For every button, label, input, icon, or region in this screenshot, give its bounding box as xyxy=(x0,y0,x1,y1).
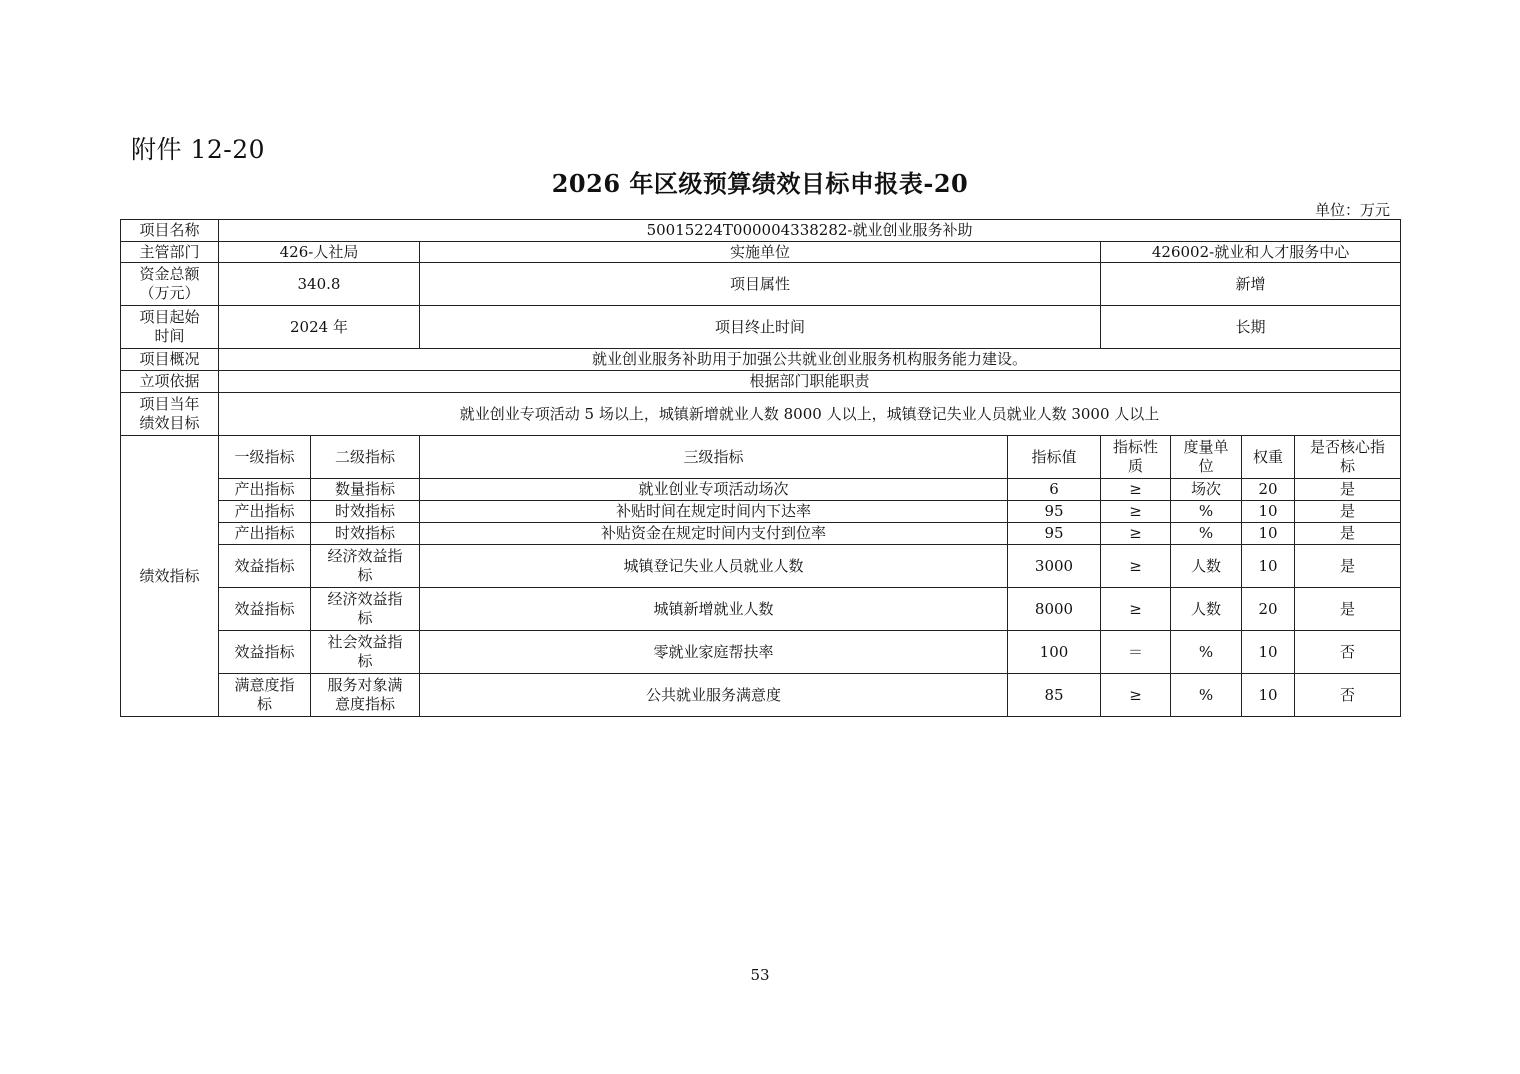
indicator-core-text: 是 xyxy=(1340,480,1356,498)
overview-value: 就业创业服务补助用于加强公共就业创业服务机构服务能力建设。 xyxy=(219,349,1401,371)
header-unit-line1: 度量单 xyxy=(1183,438,1229,456)
indicator-core xyxy=(1295,588,1401,631)
project-attr-value: 新增 xyxy=(1101,263,1401,306)
header-unit-line2: 位 xyxy=(1198,457,1214,475)
indicator-nature-text: ≥ xyxy=(1129,480,1142,498)
indicator-level1 xyxy=(219,479,311,501)
header-weight: 权重 xyxy=(1242,436,1295,479)
indicator-value-text: 6 xyxy=(1049,480,1059,498)
indicator-level2 xyxy=(311,545,420,588)
indicator-level2-line1: 社会效益指 xyxy=(327,633,403,651)
performance-target-table xyxy=(120,219,1401,717)
row-fund xyxy=(121,263,1401,306)
indicator-core-text: 否 xyxy=(1340,685,1356,704)
indicator-weight xyxy=(1242,501,1295,523)
header-value: 指标值 xyxy=(1008,436,1101,479)
header-unit xyxy=(1171,436,1242,479)
header-nature xyxy=(1101,436,1171,479)
indicator-value-text: 100 xyxy=(1039,642,1069,661)
indicator-row xyxy=(121,501,1401,523)
indicator-level2 xyxy=(311,631,420,674)
indicator-level3 xyxy=(420,631,1008,674)
indicator-unit-text: % xyxy=(1198,642,1214,661)
indicator-level1-line1: 产出指标 xyxy=(234,480,295,498)
goal-value: 就业创业专项活动 5 场以上，城镇新增就业人数 8000 人以上，城镇登记失业人员就业人数 3000 人以上 xyxy=(219,393,1401,436)
indicator-unit xyxy=(1171,545,1242,588)
indicator-level2-line2: 标 xyxy=(357,652,373,670)
indicator-level1-line1: 满意度指 xyxy=(234,676,295,694)
start-time-label-line2: 时间 xyxy=(154,327,185,345)
header-nature-line2: 质 xyxy=(1127,457,1143,475)
overview-label: 项目概况 xyxy=(121,349,219,371)
indicator-core xyxy=(1295,674,1401,717)
row-goal xyxy=(121,393,1401,436)
indicator-level2-line1: 时效指标 xyxy=(334,524,395,542)
indicator-value-text: 3000 xyxy=(1034,556,1074,575)
indicator-core-text: 是 xyxy=(1340,556,1356,575)
indicator-level3 xyxy=(420,479,1008,501)
indicator-row xyxy=(121,631,1401,674)
indicator-row xyxy=(121,674,1401,717)
indicator-nature-text: ≥ xyxy=(1129,502,1142,520)
indicator-row xyxy=(121,523,1401,545)
indicator-value xyxy=(1008,501,1101,523)
indicator-unit-text: 场次 xyxy=(1190,480,1221,498)
indicator-level1 xyxy=(219,501,311,523)
indicator-nature-text: ≥ xyxy=(1129,524,1142,542)
indicator-level2-line1: 经济效益指 xyxy=(327,547,403,565)
impl-unit-value: 426002-就业和人才服务中心 xyxy=(1101,242,1401,263)
indicator-nature-text: ≥ xyxy=(1129,685,1142,704)
indicator-core-text: 否 xyxy=(1340,642,1356,661)
indicator-level1 xyxy=(219,523,311,545)
basis-label: 立项依据 xyxy=(121,371,219,393)
indicator-level2-line1: 经济效益指 xyxy=(327,590,403,608)
indicator-weight xyxy=(1242,523,1295,545)
indicator-weight-text: 10 xyxy=(1258,642,1278,661)
indicator-level2 xyxy=(311,674,420,717)
start-time-label xyxy=(121,306,219,349)
indicator-level1-line1: 效益指标 xyxy=(234,642,295,661)
indicator-level2-line1: 数量指标 xyxy=(334,480,395,498)
project-name-label: 项目名称 xyxy=(121,220,219,242)
indicator-value-text: 95 xyxy=(1044,502,1064,520)
indicator-level3 xyxy=(420,501,1008,523)
indicator-core-text: 是 xyxy=(1340,599,1356,618)
indicator-level3-text: 公共就业服务满意度 xyxy=(645,685,781,704)
end-time-label: 项目终止时间 xyxy=(420,306,1101,349)
header-level2: 二级指标 xyxy=(311,436,420,479)
attachment-number: 附件 12-20 xyxy=(131,135,266,164)
indicator-level1 xyxy=(219,545,311,588)
indicators-section-label: 绩效指标 xyxy=(121,436,219,717)
indicator-weight-text: 20 xyxy=(1258,599,1278,618)
indicator-level3 xyxy=(420,545,1008,588)
indicator-row xyxy=(121,588,1401,631)
indicator-weight xyxy=(1242,631,1295,674)
unit-label: 单位：万元 xyxy=(1314,201,1390,219)
dept-value: 426-人社局 xyxy=(219,242,420,263)
indicator-core xyxy=(1295,523,1401,545)
indicator-nature-text: ≥ xyxy=(1129,556,1142,575)
header-core-line1: 是否核心指 xyxy=(1310,438,1386,456)
indicator-weight-text: 10 xyxy=(1258,502,1278,520)
indicator-value-text: 85 xyxy=(1044,685,1064,704)
indicator-value xyxy=(1008,479,1101,501)
indicator-unit-text: % xyxy=(1198,502,1214,520)
indicator-level1-line1: 效益指标 xyxy=(234,556,295,575)
indicator-level1-line2: 标 xyxy=(256,695,272,713)
indicator-value xyxy=(1008,523,1101,545)
indicator-nature xyxy=(1101,545,1171,588)
fund-total-label-line1: 资金总额 xyxy=(139,265,200,283)
indicator-unit xyxy=(1171,674,1242,717)
indicator-value xyxy=(1008,545,1101,588)
indicator-unit xyxy=(1171,588,1242,631)
indicator-weight xyxy=(1242,479,1295,501)
row-department xyxy=(121,242,1401,263)
indicator-weight-text: 10 xyxy=(1258,556,1278,575)
indicator-level2 xyxy=(311,523,420,545)
indicator-nature-text: ＝ xyxy=(1127,642,1143,661)
indicator-level1-line1: 产出指标 xyxy=(234,524,295,542)
indicator-value-text: 8000 xyxy=(1034,599,1074,618)
indicator-level3-text: 补贴时间在规定时间内下达率 xyxy=(615,502,811,520)
indicator-level2-line2: 标 xyxy=(357,609,373,627)
indicator-level1 xyxy=(219,631,311,674)
header-level1: 一级指标 xyxy=(219,436,311,479)
indicator-core xyxy=(1295,545,1401,588)
indicator-level2 xyxy=(311,588,420,631)
page-number: 53 xyxy=(750,966,770,984)
indicator-value-text: 95 xyxy=(1044,524,1064,542)
indicator-unit-text: 人数 xyxy=(1190,599,1221,618)
indicator-unit-text: % xyxy=(1198,685,1214,704)
indicator-weight xyxy=(1242,545,1295,588)
indicator-nature xyxy=(1101,523,1171,545)
project-name-value: 50015224T000004338282-就业创业服务补助 xyxy=(219,220,1401,242)
indicator-level1 xyxy=(219,588,311,631)
indicator-header-row xyxy=(121,436,1401,479)
header-nature-line1: 指标性 xyxy=(1112,438,1158,456)
indicator-core xyxy=(1295,501,1401,523)
indicator-nature-text: ≥ xyxy=(1129,599,1142,618)
indicator-level1 xyxy=(219,674,311,717)
start-time-value: 2024 年 xyxy=(219,306,420,349)
indicator-level3-text: 补贴资金在规定时间内支付到位率 xyxy=(600,524,826,542)
indicator-level3 xyxy=(420,523,1008,545)
indicator-value xyxy=(1008,588,1101,631)
row-overview xyxy=(121,349,1401,371)
indicator-core-text: 是 xyxy=(1340,502,1356,520)
indicator-weight xyxy=(1242,588,1295,631)
goal-label xyxy=(121,393,219,436)
goal-label-line2: 绩效目标 xyxy=(139,414,200,432)
indicator-level3-text: 就业创业专项活动场次 xyxy=(638,480,789,498)
row-basis xyxy=(121,371,1401,393)
row-project-name xyxy=(121,220,1401,242)
header-core-line2: 标 xyxy=(1340,457,1356,475)
indicator-weight-text: 10 xyxy=(1258,685,1278,704)
project-attr-label: 项目属性 xyxy=(420,263,1101,306)
impl-unit-label: 实施单位 xyxy=(420,242,1101,263)
fund-total-label xyxy=(121,263,219,306)
row-period xyxy=(121,306,1401,349)
indicator-level3-text: 城镇新增就业人数 xyxy=(653,599,774,618)
indicator-unit xyxy=(1171,501,1242,523)
indicator-level1-line1: 产出指标 xyxy=(234,502,295,520)
goal-label-line1: 项目当年 xyxy=(139,395,200,413)
indicator-value xyxy=(1008,631,1101,674)
indicator-row xyxy=(121,545,1401,588)
indicator-level2 xyxy=(311,501,420,523)
indicator-level3-text: 零就业家庭帮扶率 xyxy=(653,642,774,661)
indicator-level2 xyxy=(311,479,420,501)
header-core xyxy=(1295,436,1401,479)
indicator-unit-text: 人数 xyxy=(1190,556,1221,575)
indicator-unit-text: % xyxy=(1198,524,1214,542)
indicator-core-text: 是 xyxy=(1340,524,1356,542)
indicator-value xyxy=(1008,674,1101,717)
indicator-level2-line2: 标 xyxy=(357,566,373,584)
indicator-level2-line1: 服务对象满 xyxy=(327,676,403,694)
indicator-level2-line2: 意度指标 xyxy=(334,695,395,713)
indicator-level1-line1: 效益指标 xyxy=(234,599,295,618)
indicator-level2-line1: 时效指标 xyxy=(334,502,395,520)
indicator-nature xyxy=(1101,674,1171,717)
form-title: 2026 年区级预算绩效目标申报表-20 xyxy=(551,169,969,198)
indicator-unit xyxy=(1171,523,1242,545)
indicator-weight-text: 10 xyxy=(1258,524,1278,542)
indicator-unit xyxy=(1171,479,1242,501)
start-time-label-line1: 项目起始 xyxy=(139,308,200,326)
indicator-level3 xyxy=(420,674,1008,717)
indicator-nature xyxy=(1101,501,1171,523)
indicator-row xyxy=(121,479,1401,501)
indicator-nature xyxy=(1101,631,1171,674)
dept-label: 主管部门 xyxy=(121,242,219,263)
indicator-level3-text: 城镇登记失业人员就业人数 xyxy=(623,556,804,575)
indicator-weight-text: 20 xyxy=(1258,480,1278,498)
indicator-core xyxy=(1295,631,1401,674)
indicator-core xyxy=(1295,479,1401,501)
indicator-unit xyxy=(1171,631,1242,674)
indicator-nature xyxy=(1101,588,1171,631)
fund-total-value: 340.8 xyxy=(219,263,420,306)
indicator-weight xyxy=(1242,674,1295,717)
end-time-value: 长期 xyxy=(1101,306,1401,349)
indicator-nature xyxy=(1101,479,1171,501)
fund-total-label-line2: （万元） xyxy=(139,284,200,302)
basis-value: 根据部门职能职责 xyxy=(219,371,1401,393)
header-level3: 三级指标 xyxy=(420,436,1008,479)
indicator-level3 xyxy=(420,588,1008,631)
